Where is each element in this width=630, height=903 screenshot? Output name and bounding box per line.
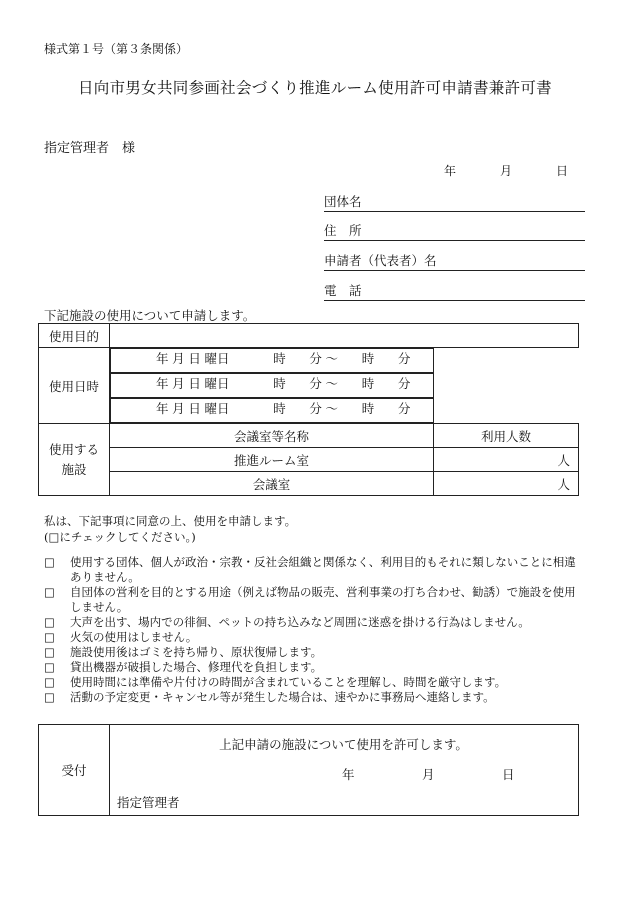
agreement-text: 私は、下記事項に同意の上、使用を申請します。 (□にチェックしてください。): [44, 514, 297, 544]
address-label: 住 所: [324, 223, 362, 238]
condition-text: 活動の予定変更・キャンセル等が発生した場合は、速やかに事務局へ連絡します。: [70, 690, 495, 704]
condition-checkbox[interactable]: □: [44, 630, 55, 644]
permit-box: 受付 上記申請の施設について使用を許可します。 年 月 日 指定管理者: [38, 724, 579, 816]
date-year-label: 年: [444, 164, 457, 178]
datetime-row[interactable]: 年 月 日 曜日 時 分 〜 時 分: [110, 373, 434, 398]
addressee: 指定管理者 様: [44, 141, 136, 156]
datetime-row[interactable]: 年 月 日 曜日 時 分 〜 時 分: [110, 348, 434, 373]
datetime-label: 使用日時: [39, 348, 110, 424]
condition-item: [44, 630, 584, 645]
condition-item: [44, 675, 584, 690]
condition-checkbox[interactable]: □: [44, 555, 55, 569]
manager-label: 指定管理者: [117, 795, 180, 810]
usage-table: [38, 323, 579, 496]
intro-text: 下記施設の使用について申請します。: [44, 308, 256, 323]
conditions-list: [44, 555, 584, 705]
condition-checkbox[interactable]: □: [44, 585, 55, 599]
purpose-input[interactable]: [110, 324, 579, 348]
condition-item: [44, 555, 584, 585]
condition-item: [44, 660, 584, 675]
datetime-row[interactable]: 年 月 日 曜日 時 分 〜 時 分: [110, 398, 434, 423]
condition-text: 使用する団体、個人が政治・宗教・反社会組織と関係なく、利用目的もそれに類しないことに相違: [70, 555, 576, 569]
condition-text: 火気の使用はしません。: [70, 630, 198, 644]
address-field[interactable]: [324, 221, 585, 241]
date-day-label: 日: [556, 164, 569, 178]
condition-item: [44, 615, 584, 630]
condition-item: [44, 690, 584, 705]
applicant-name-label: 申請者（代表者）名: [324, 253, 437, 268]
applicant-name-field[interactable]: [324, 251, 585, 271]
condition-text: 貸出機器が破損した場合、修理代を負担します。: [70, 660, 323, 674]
condition-item: [44, 645, 584, 660]
condition-text-cont: ありません。: [70, 570, 140, 584]
facility-label: 使用する 施設: [39, 424, 110, 496]
condition-text-cont: しません。: [70, 600, 129, 614]
condition-text: 自団体の営利を目的とする用途（例えば物品の販売、営利事業の打ち合わせ、勧誘）で施設を使用: [70, 585, 576, 599]
room-name-cell: 推進ルーム室: [110, 448, 434, 472]
condition-text: 大声を出す、場内での徘徊、ペットの持ち込みなど周囲に迷惑を掛ける行為はしません。: [70, 615, 530, 629]
phone-field[interactable]: [324, 281, 585, 301]
group-name-field[interactable]: [324, 192, 585, 212]
page-title: 日向市男女共同参画社会づくり推進ルーム使用許可申請書兼許可書: [77, 79, 552, 97]
people-count-header: 利用人数: [434, 424, 579, 448]
application-date: [444, 162, 568, 179]
condition-checkbox[interactable]: □: [44, 690, 55, 704]
condition-item: [44, 585, 584, 615]
phone-label: 電 話: [324, 283, 362, 298]
people-count-input[interactable]: 人: [434, 472, 579, 496]
condition-checkbox[interactable]: □: [44, 660, 55, 674]
receipt-label: 受付: [39, 725, 110, 815]
condition-checkbox[interactable]: □: [44, 615, 55, 629]
condition-checkbox[interactable]: □: [44, 675, 55, 689]
people-count-input[interactable]: 人: [434, 448, 579, 472]
form-number: 様式第１号（第３条関係）: [44, 42, 189, 56]
room-name-cell: 会議室: [110, 472, 434, 496]
room-name-header: 会議室等名称: [110, 424, 434, 448]
permit-message: 上記申請の施設について使用を許可します。: [219, 737, 468, 752]
purpose-label: 使用目的: [39, 324, 110, 348]
date-month-label: 月: [500, 164, 513, 178]
condition-text: 施設使用後はゴミを持ち帰り、原状復帰します。: [70, 645, 323, 659]
condition-checkbox[interactable]: □: [44, 645, 55, 659]
group-name-label: 団体名: [324, 194, 362, 209]
condition-text: 使用時間には準備や片付けの時間が含まれていることを理解し、時間を厳守します。: [70, 675, 507, 689]
